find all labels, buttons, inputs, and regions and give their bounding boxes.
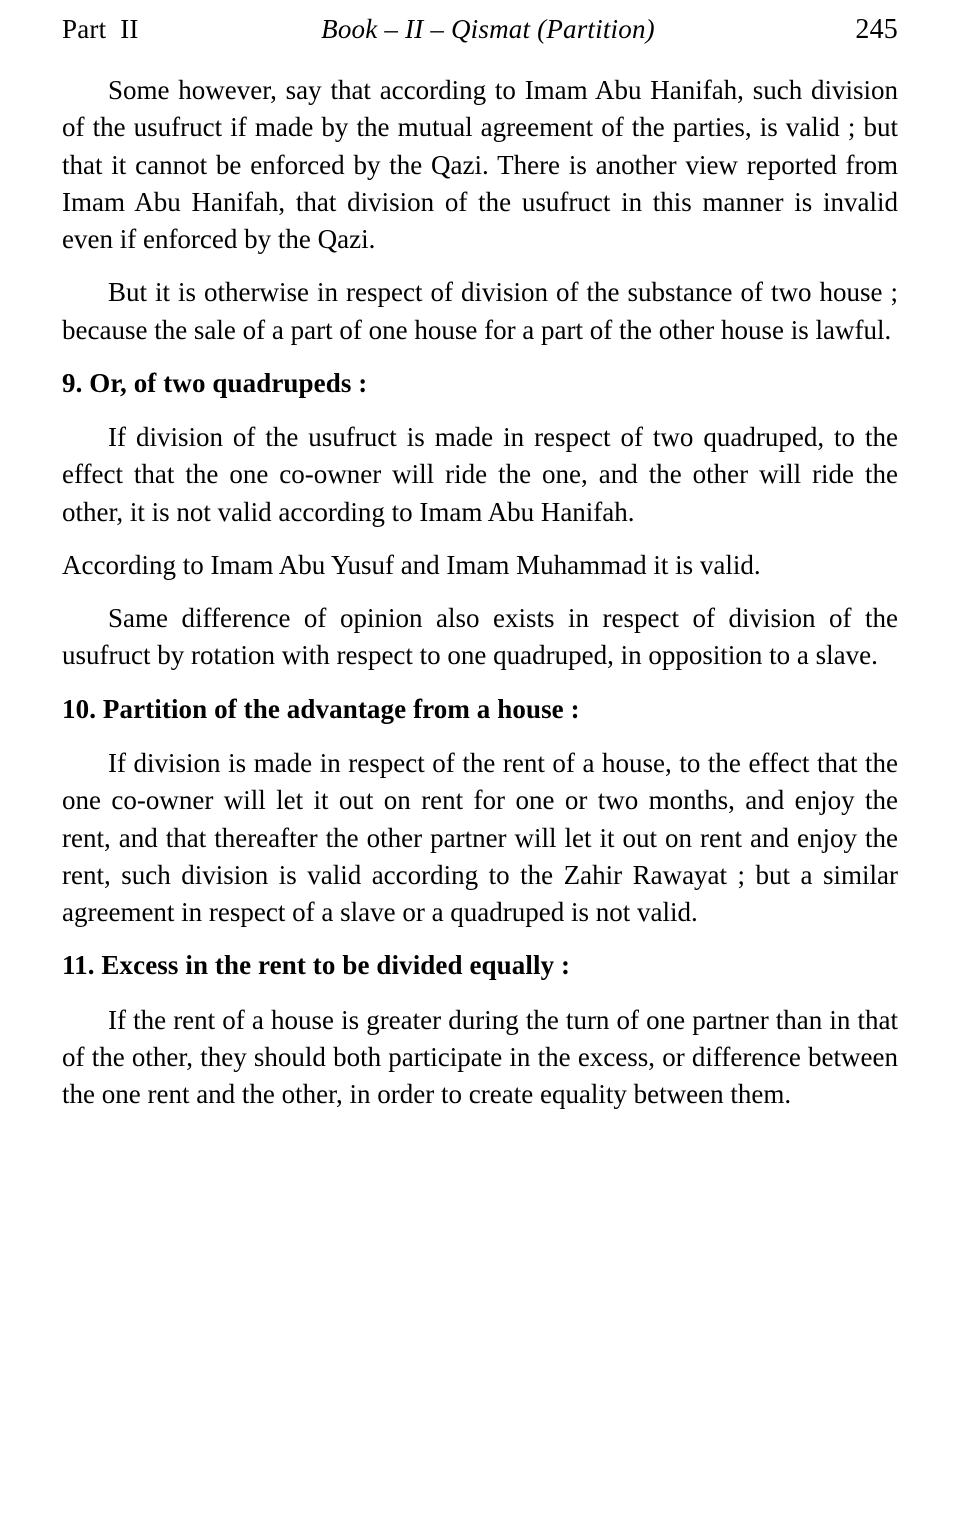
paragraph-2: But it is otherwise in respect of division of the substance of two house ; because the sale of a part of one house for a part of the other house is lawful. [62, 277, 898, 345]
page-number: 245 [855, 14, 898, 45]
section-heading-11: 11. Excess in the rent to be divided equally : [62, 950, 571, 981]
section-heading-10: 10. Partition of the advantage from a house : [62, 693, 580, 724]
running-head-part-label: Part II [62, 14, 139, 44]
paragraph-4: According to Imam Abu Yusuf and Imam Muhammad it is valid. [62, 549, 761, 580]
running-head [62, 14, 898, 46]
paragraph-1: Some however, say that according to Imam Abu Hanifah, such division of the usufruct if made by the mutual agreement of the parties, is valid ; but that it cannot be enforced by the Qazi. There is another view reported from Imam Abu Hanifah, that division of the usufruct in this manner is invalid even if enforced by the Qazi. [62, 75, 898, 254]
section-heading-9: 9. Or, of two quadrupeds : [62, 367, 368, 398]
paragraph-7: If the rent of a house is greater during the turn of one partner than in that of the other, they should both participate in the excess, or difference between the one rent and the other, in order to create equality between them. [62, 1004, 898, 1110]
paragraph-6: If division is made in respect of the rent of a house, to the effect that the one co-owner will let it out on rent for one or two months, and enjoy the rent, and that thereafter the other partner will let it out on rent and enjoy the rent, such division is valid according to the Zahir Rawayat ; but a similar agreement in respect of a slave or a quadruped is not valid. [62, 748, 898, 928]
running-head-book-title: Book – II – Qismat (Partition) [321, 14, 655, 44]
paragraph-5: Same difference of opinion also exists in respect of division of the usufruct by rotation with respect to one quadruped, in opposition to a slave. [62, 603, 898, 671]
paragraph-3: If division of the usufruct is made in respect of two quadruped, to the effect that the one co-owner will ride the one, and the other will ride the other, it is not valid according to Imam Abu Hanifah. [62, 422, 898, 527]
